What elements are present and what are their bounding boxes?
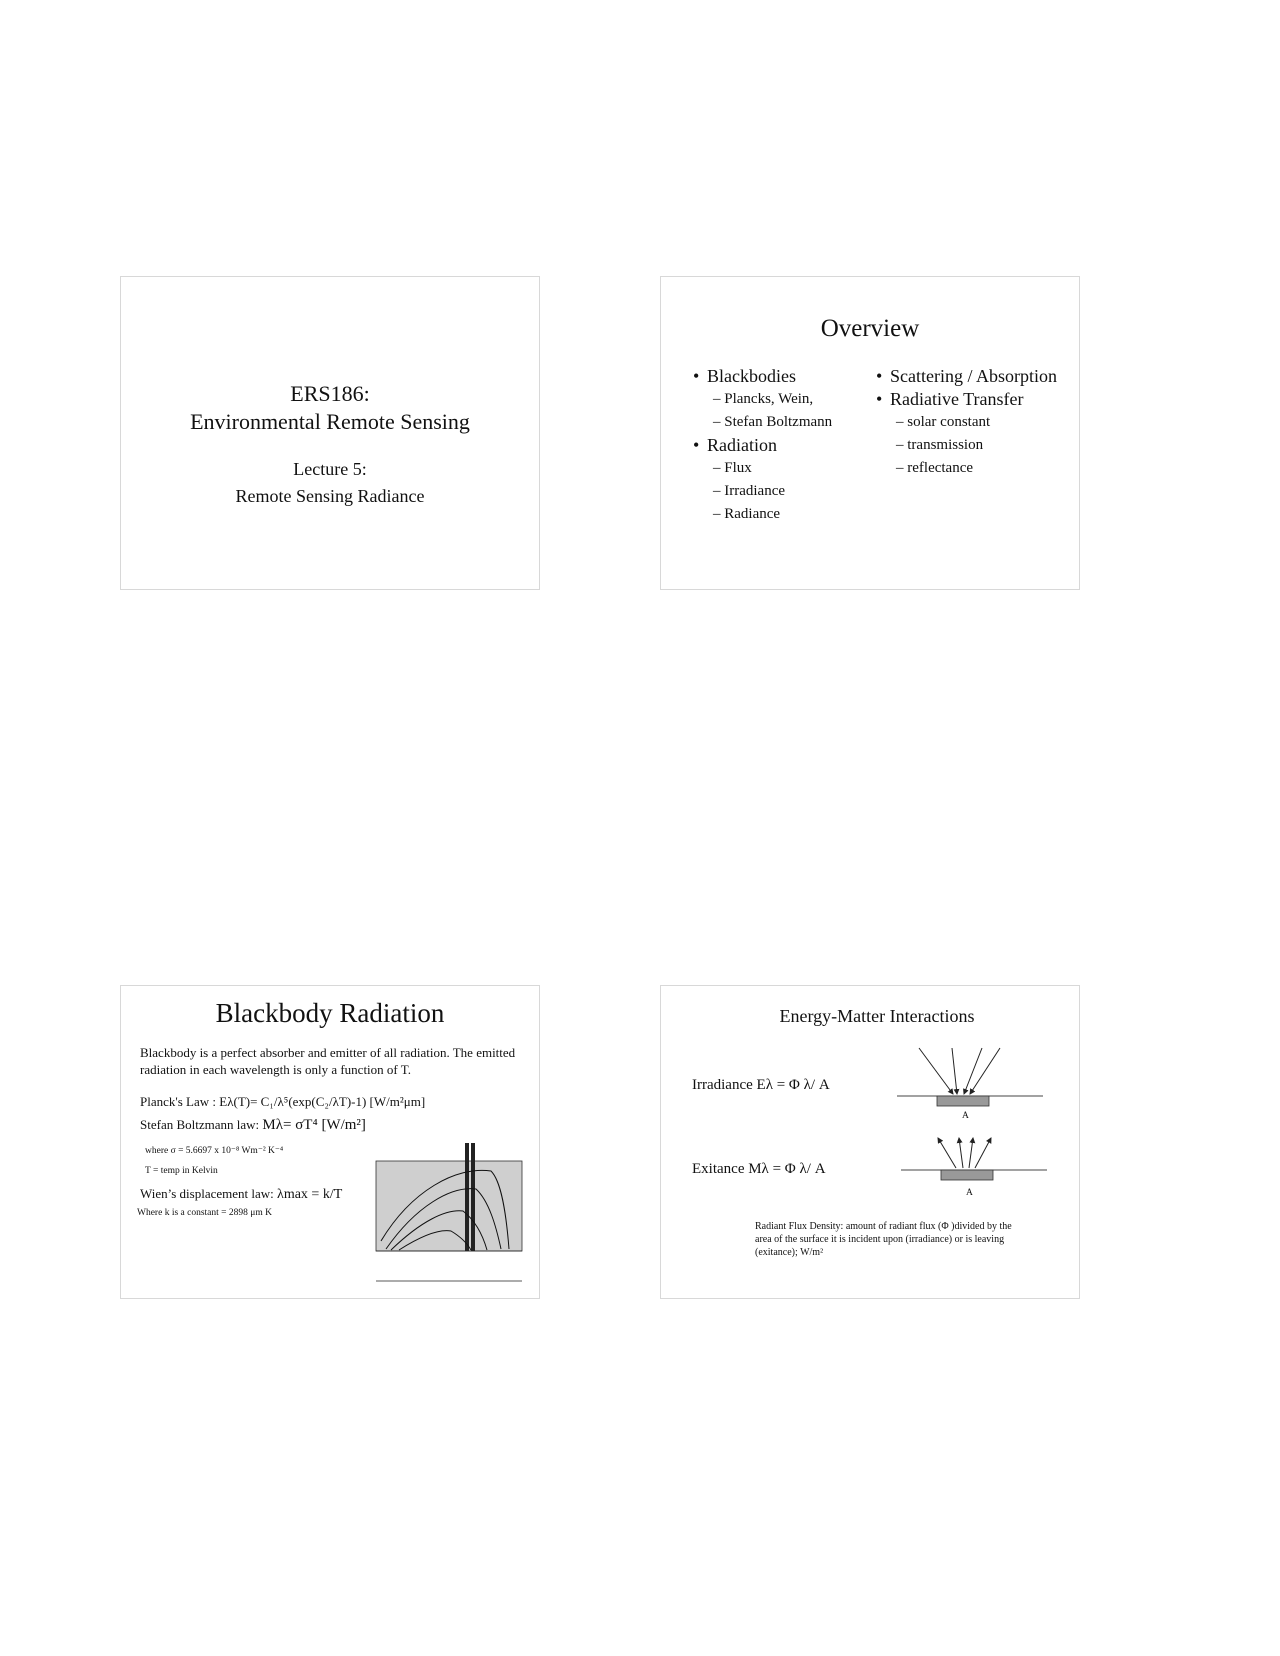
planck-law <box>140 1093 535 1110</box>
sub-bullet: – Irradiance <box>693 480 863 503</box>
slide-blackbody <box>120 985 540 1299</box>
slide-title: Overview <box>820 315 920 342</box>
visible-band-bar <box>471 1143 475 1251</box>
bullet: • Scattering / Absorption <box>876 365 1066 388</box>
wien-equation: λmax = k/T <box>277 1187 343 1202</box>
visible-band-bar <box>465 1143 469 1251</box>
area-label: A <box>962 1111 969 1121</box>
area-label: A <box>966 1188 973 1198</box>
planck-label: Planck's Law : <box>140 1094 216 1109</box>
intro-text: Blackbody is a perfect absorber and emitter of all radiation. The emitted radiation in each wavelength is only a function of T. <box>140 1045 516 1077</box>
course-code: ERS186: <box>290 381 370 406</box>
plot-area <box>376 1161 522 1251</box>
sb-equation: Mλ= σT⁴ [W/m²] <box>262 1117 366 1133</box>
lecture-topic: Remote Sensing Radiance <box>235 486 425 506</box>
irradiance-diagram <box>897 1046 1043 1136</box>
wien-label: Wien’s displacement law: <box>140 1186 274 1201</box>
incident-arrow <box>964 1048 982 1094</box>
sub-bullet: – Plancks, Wein, <box>693 388 863 411</box>
incident-arrow <box>919 1048 953 1094</box>
sub-bullet: – Flux <box>693 457 863 480</box>
bullet: • Radiation <box>693 434 863 457</box>
exiting-arrow <box>959 1138 963 1168</box>
area-patch <box>941 1170 993 1180</box>
sub-bullet: – Radiance <box>693 503 863 526</box>
exitance-equation: Exitance Mλ = Φ λ/ A <box>692 1161 826 1177</box>
sigma-note: where σ = 5.6697 x 10⁻⁸ Wm⁻² K⁻⁴ <box>145 1146 284 1156</box>
bullet-column-left <box>693 365 863 526</box>
flux-density-caption: Radiant Flux Density: amount of radiant flux (Φ )divided by the area of the surface it is incident upon (irradiance) or is leaving (exitance); W/m² <box>755 1221 1012 1258</box>
irradiance-equation: Irradiance Eλ = Φ λ/ A <box>692 1077 830 1093</box>
planck-equation: Eλ(T)= C₁/λ⁵(exp(C₂/λT)-1) [W/m²μm] <box>219 1094 426 1109</box>
exiting-arrow <box>969 1138 973 1168</box>
area-patch <box>937 1096 989 1106</box>
temp-note: T = temp in Kelvin <box>145 1166 218 1176</box>
lecture-subtitle <box>121 456 539 510</box>
incident-arrow <box>952 1048 957 1094</box>
bullet: • Blackbodies <box>693 365 863 388</box>
slide-title <box>120 276 540 590</box>
sub-bullet: – Stefan Boltzmann <box>693 411 863 434</box>
lecture-number: Lecture 5: <box>293 459 367 479</box>
sub-bullet: – reflectance <box>876 457 1066 480</box>
slide-title: Energy-Matter Interactions <box>779 1006 975 1026</box>
sub-bullet: – transmission <box>876 434 1066 457</box>
exiting-arrow <box>975 1138 991 1168</box>
lecture-course-title <box>121 380 539 436</box>
slide-title: Blackbody Radiation <box>215 998 445 1028</box>
incident-arrow <box>970 1048 1000 1094</box>
sub-bullet: – solar constant <box>876 411 1066 434</box>
wien-law <box>140 1185 360 1203</box>
slide-overview <box>660 276 1080 590</box>
bullet-column-right <box>876 365 1066 480</box>
slide-energy-matter <box>660 985 1080 1299</box>
exitance-diagram <box>901 1136 1047 1196</box>
k-note: Where k is a constant = 2898 μm K <box>137 1208 272 1218</box>
bullet: • Radiative Transfer <box>876 388 1066 411</box>
exiting-arrow <box>938 1138 956 1168</box>
blackbody-spectrum-figure <box>351 1131 533 1291</box>
sb-label: Stefan Boltzmann law: <box>140 1117 260 1132</box>
course-name: Environmental Remote Sensing <box>190 409 470 434</box>
